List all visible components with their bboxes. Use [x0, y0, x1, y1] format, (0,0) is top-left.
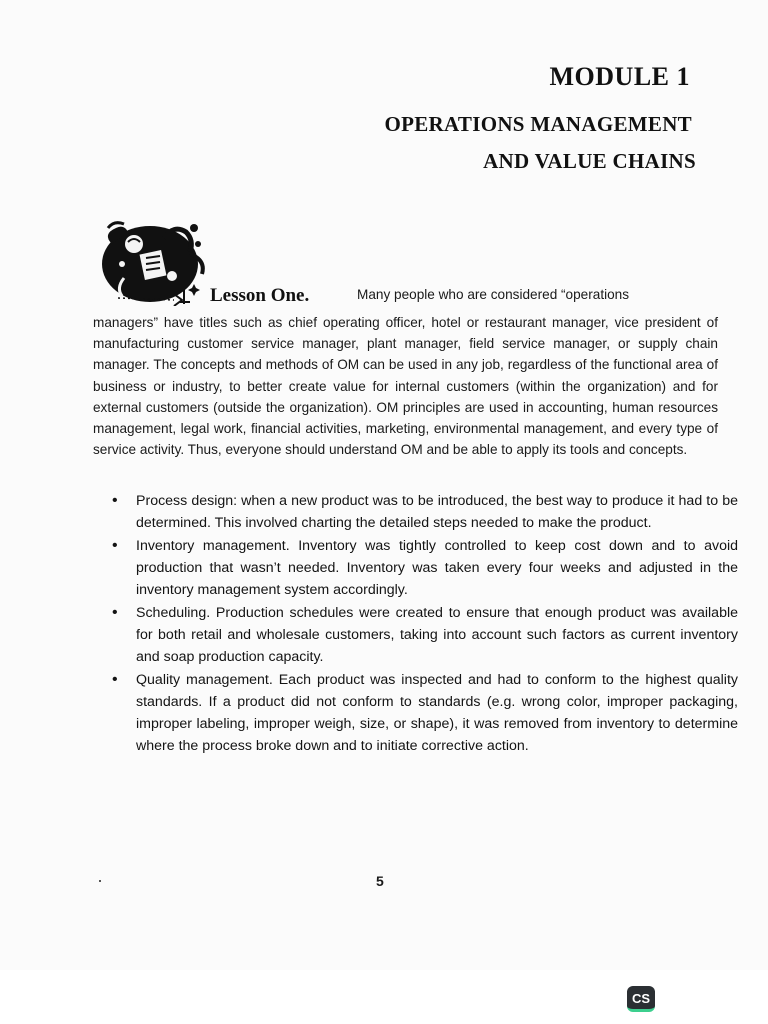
list-item-text: Inventory management. Inventory was tightly controlled to keep cost down and to avoid production that wasn’t needed. Inventory was taken every four weeks and adjusted in the inventory management system accordingly.: [136, 538, 738, 598]
lesson-intro-paragraph: managers” have titles such as chief operating officer, hotel or restaurant manager, vice president of manufacturing customer service manager, plant manager, field service manager, or supply chain manager. The concepts and methods of OM can be used in any job, regardless of the functional area of business or industry, to better create value for internal customers (within the organization) and for external customers (outside the organization). OM principles are used in accounting, human resources management, legal work, financial activities, marketing, environmental management, and every type of service activity. Thus, everyone should understand OM and be able to apply its tools and concepts.: [93, 315, 718, 458]
list-item-text: Process design: when a new product was to be introduced, the best way to produce it had to be determined. This involved charting the detailed steps needed to make the product.: [136, 493, 738, 531]
module-title: MODULE 1: [549, 62, 690, 91]
scan-speck: [99, 880, 101, 882]
list-item: [110, 602, 738, 668]
list-item-text: Scheduling. Production schedules were created to ensure that enough product was available for both retail and wholesale customers, taking into account such factors as current inventory and soap production capacity.: [136, 605, 738, 665]
juggling-figure-clipart-icon: [94, 214, 212, 306]
bullet-dot-icon: •: [112, 604, 118, 621]
lesson-intro-first-line: Many people who are considered “operations: [357, 287, 630, 302]
page-number: 5: [376, 873, 384, 889]
camscanner-badge-icon: CS: [627, 986, 655, 1012]
module-subtitle-line1: OPERATIONS MANAGEMENT: [384, 112, 692, 136]
module-subtitle-line2: AND VALUE CHAINS: [483, 149, 696, 173]
bullet-dot-icon: •: [112, 492, 118, 509]
bullet-dot-icon: •: [112, 537, 118, 554]
list-item-text: Quality management. Each product was inspected and had to conform to the highest quality standards. If a product did not conform to standards (e.g. wrong color, improper packaging, improper labeling, improper weigh, size, or shape), it was removed from inventory to determine where the process broke down and to initiate corrective action.: [136, 672, 738, 754]
bullet-dot-icon: •: [112, 671, 118, 688]
list-item: [110, 535, 738, 601]
om-activities-list: [110, 490, 738, 758]
list-item: [110, 669, 738, 757]
list-item: [110, 490, 738, 534]
lesson-heading: Lesson One.: [210, 285, 310, 306]
